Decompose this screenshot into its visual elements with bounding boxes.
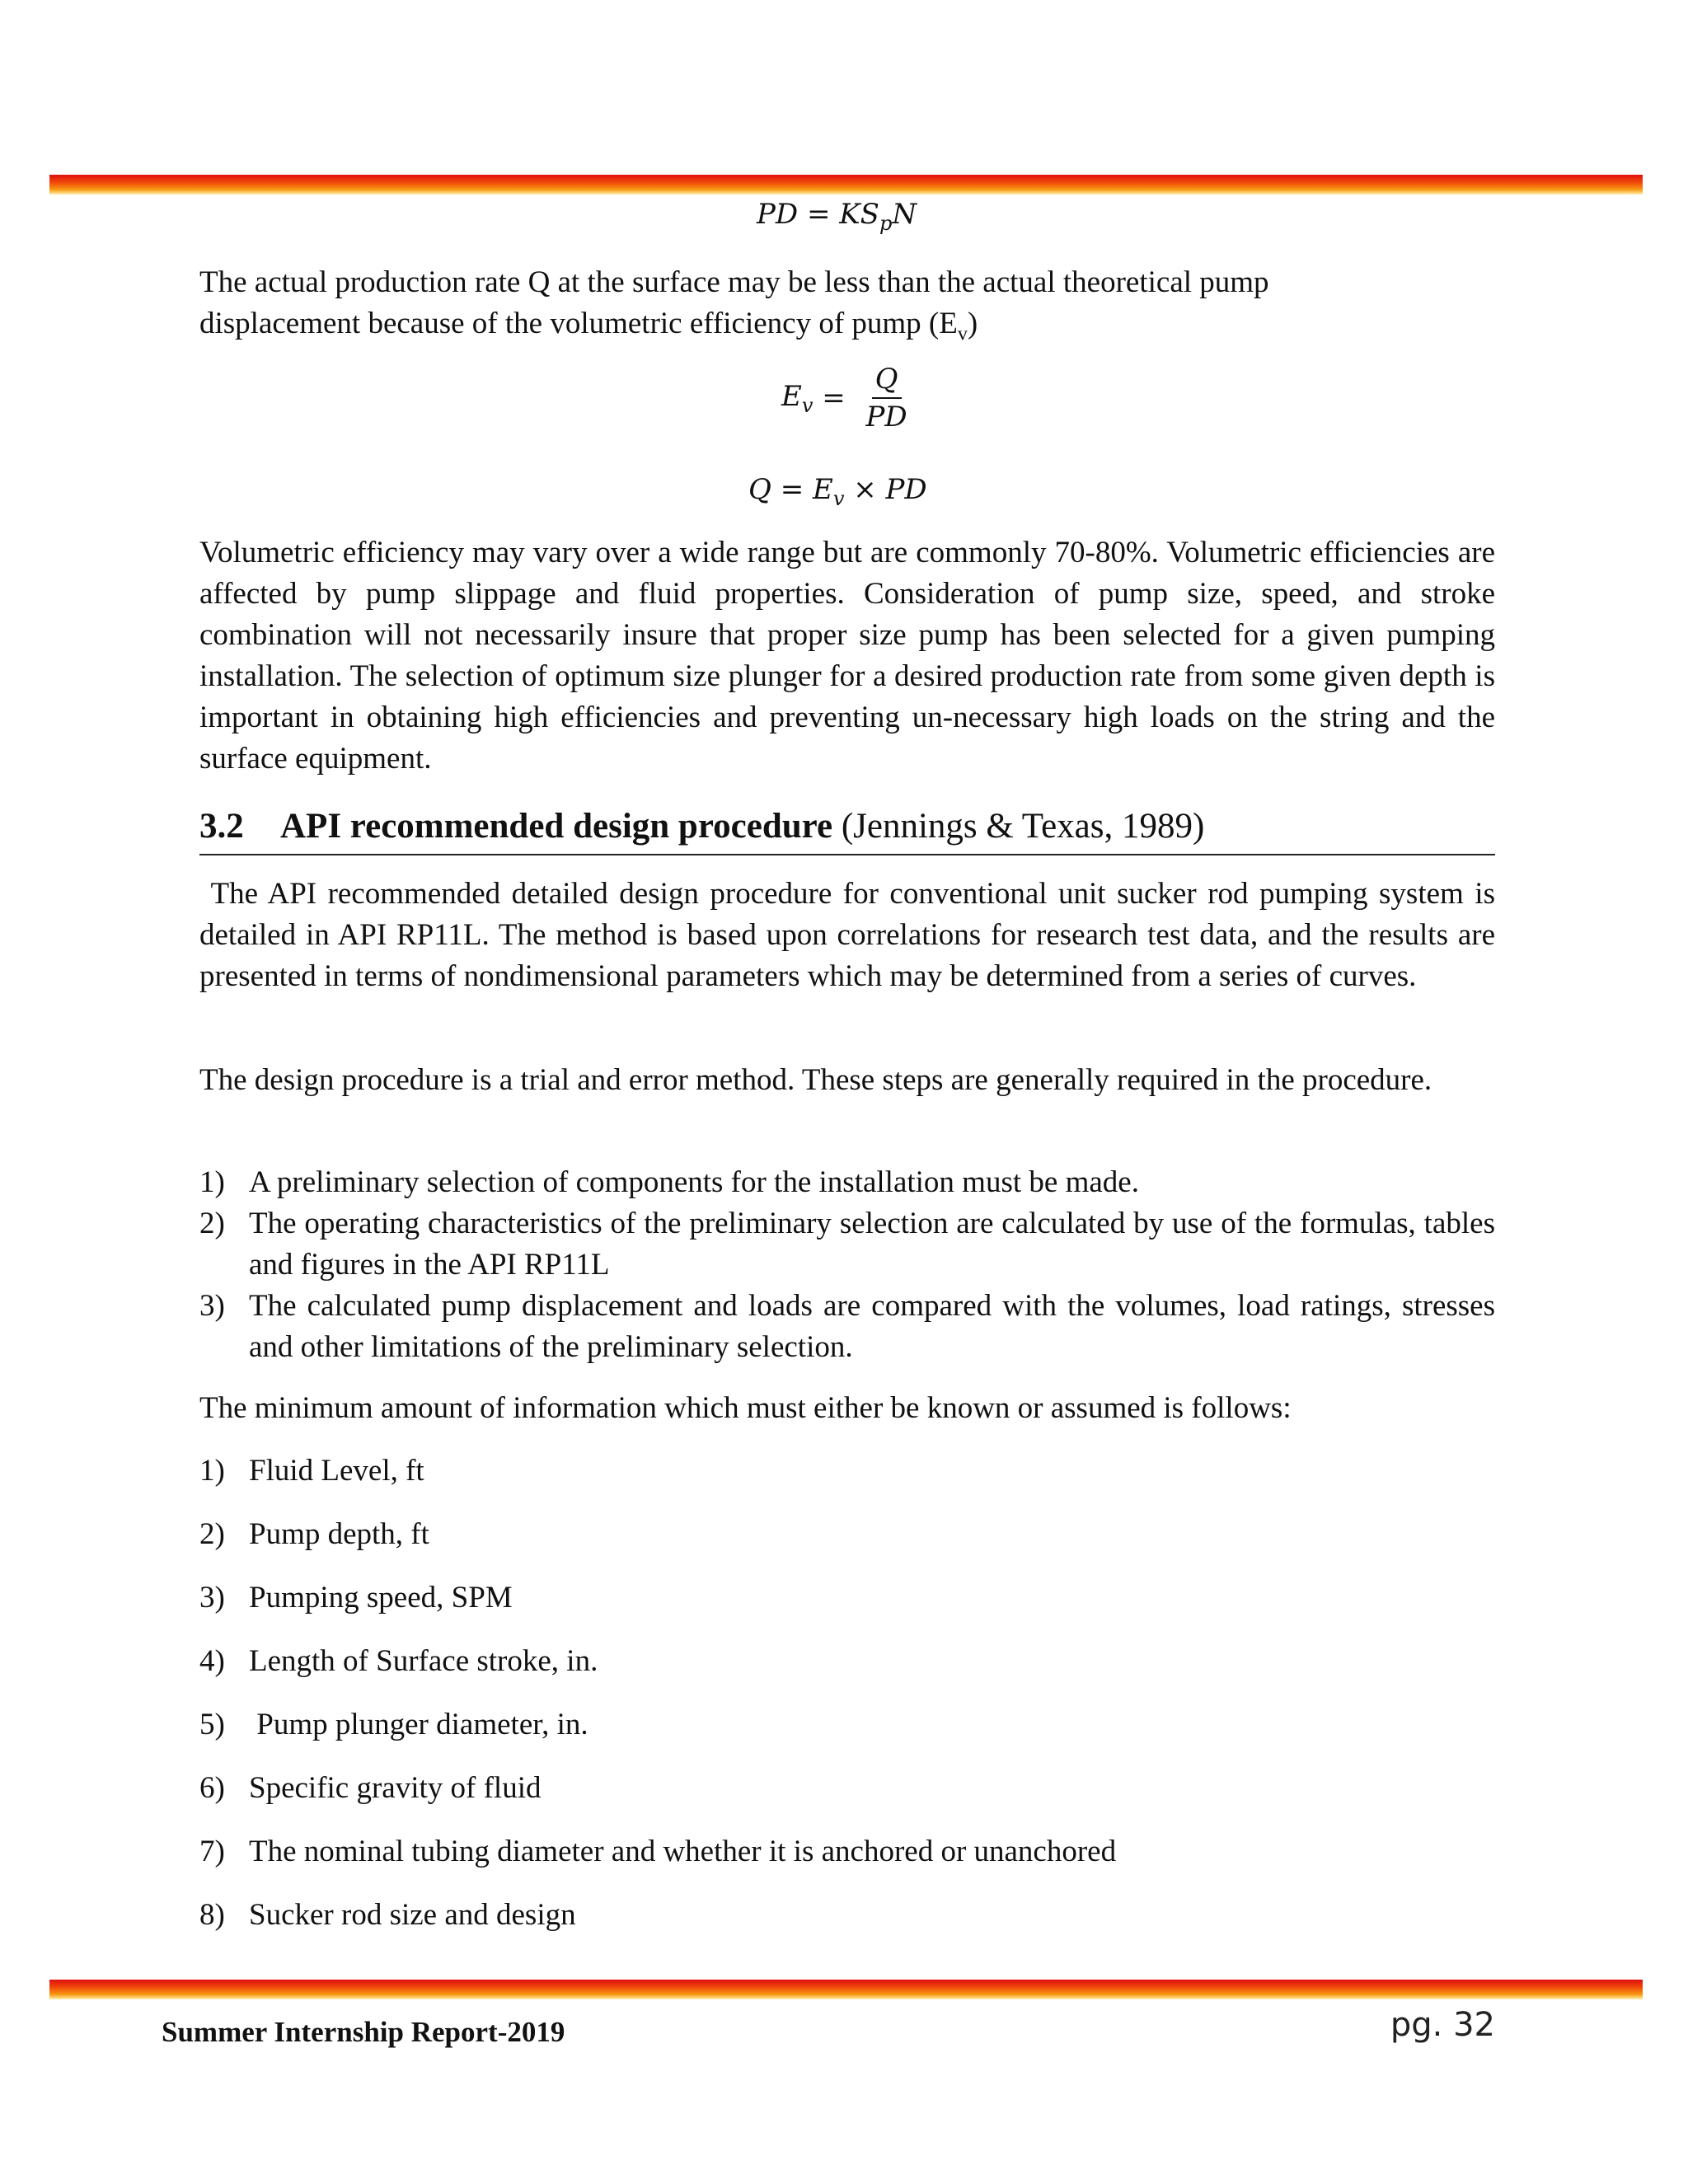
list-item: 2) The operating characteristics of the preliminary selection are calculated by use of the formulas, tables and figures in the API RP11L <box>199 1207 1495 1282</box>
list-item: 5) Pump plunger diameter, in. <box>199 1708 588 1741</box>
list-item: 6) Specific gravity of fluid <box>199 1771 542 1805</box>
equation-production-rate: $Q = E_v$ × PD <box>748 473 927 510</box>
paragraph-production-rate: The actual production rate Q at the surface may be less than the actual theoretical pump displacement because of the volumetric efficiency of pump $(E_v)$ <box>199 265 1269 345</box>
list-item: 3) Pumping speed, SPM <box>199 1581 513 1615</box>
list-item: 4) Length of Surface stroke, in. <box>199 1644 598 1678</box>
list-item: 1) A preliminary selection of components for the installation must be made. <box>199 1165 1139 1199</box>
header-gradient-bar <box>49 175 1643 194</box>
list-item: 1) Fluid Level, ft <box>199 1454 424 1488</box>
list-item: 7) The nominal tubing diameter and whether it is anchored or unanchored <box>199 1835 1117 1868</box>
list-item: 8) Sucker rod size and design <box>199 1898 576 1932</box>
equation-pump-displacement: PD = $KS_pN$ <box>757 198 917 235</box>
section-heading <box>199 799 1495 855</box>
equation-volumetric-efficiency: $E_v$ = $\frac{Q}{PD}$ <box>781 363 907 434</box>
paragraph-trial-error: The design procedure is a trial and error method. These steps are generally required in the procedure. <box>199 1063 1432 1097</box>
list-item: 2) Pump depth, ft <box>199 1517 429 1551</box>
list-item: 3) The calculated pump displacement and loads are compared with the volumes, load ratings, stresses and other limitations of the preliminary selection. <box>199 1289 1495 1364</box>
page-number: pg. 32 <box>1390 2006 1495 2044</box>
paragraph-volumetric-efficiency: Volumetric efficiency may vary over a wide range but are commonly 70-80%. Volumetric efficiencies are affected by pump slippage and fluid properties. Consideration of pump size, speed, and stroke combination will not necessarily insure that proper size pump has been selected for a given pumping installation. The selection of optimum size plunger for a desired production rate from some given depth is important in obtaining high efficiencies and preventing un-necessary high loads on the string and the surface equipment. <box>199 536 1495 776</box>
section-title: API recommended design procedure <box>280 807 833 846</box>
section-citation: (Jennings & Texas, 1989) <box>832 807 1205 846</box>
footer-report-title: Summer Internship Report-2019 <box>162 2016 565 2048</box>
paragraph-minimum-info: The minimum amount of information which must either be known or assumed is follows: <box>199 1391 1292 1425</box>
section-number: 3.2 <box>199 807 244 846</box>
paragraph-api-procedure: The API recommended detailed design procedure for conventional unit sucker rod pumping system is detailed in API RP11L. The method is based upon correlations for research test data, and the results are presented in terms of nondimensional parameters which may be determined from a series of curves. <box>199 877 1503 993</box>
footer-gradient-bar <box>49 1980 1643 1999</box>
